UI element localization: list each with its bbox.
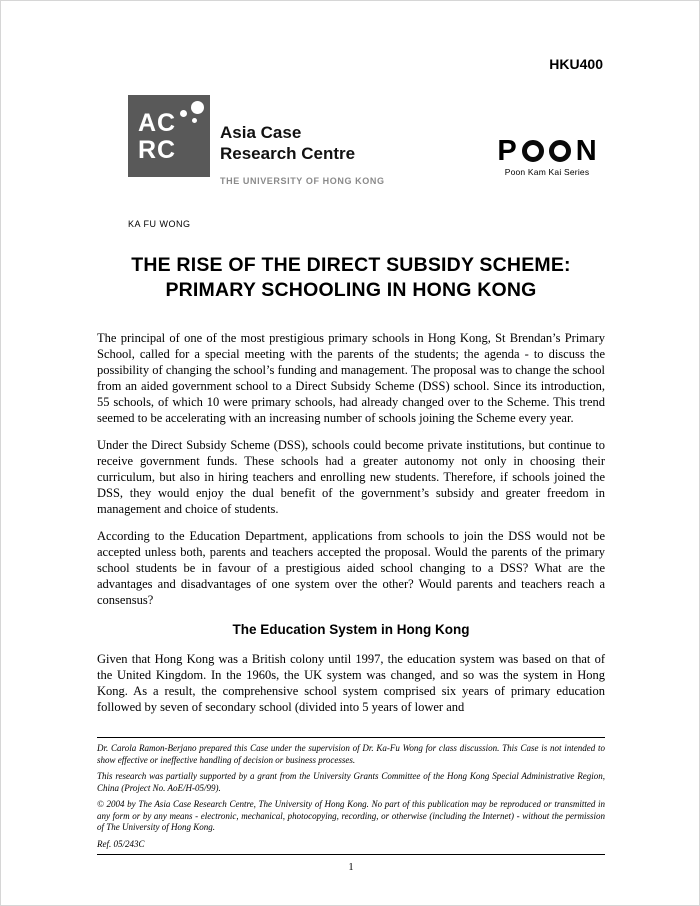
logo-dot-large-icon bbox=[191, 101, 204, 114]
footnote: © 2004 by The Asia Case Research Centre, The University of Hong Kong. No part of this publication may be reproduced or transmitted in any form or by any means - electronic, mechanical, photocopying, recording, or otherwise (including the Internet) - without the permission of The University of Hong Kong. bbox=[97, 799, 605, 832]
poon-series-block bbox=[487, 135, 607, 177]
organization-block bbox=[220, 122, 385, 186]
poon-logo bbox=[487, 135, 607, 167]
body-paragraph: The principal of one of the most prestigious primary schools in Hong Kong, St Brendan’s Primary School, called for a special meeting with the parents of the students; the agenda - to discuss the possibility of changing the school’s funding and management. The proposal was to change the school from an aided government school to a Direct Subsidy Scheme (DSS) school. Since its introduction, 55 schools, of which 10 were primary schools, had already changed over to the Scheme. This trend seemed to be accelerating with an increasing number of schools joining the Scheme every year. bbox=[97, 331, 605, 425]
page-footer bbox=[97, 854, 605, 873]
author-name: KA FU WONG bbox=[128, 219, 191, 229]
reference-number: Ref. 05/243C bbox=[97, 838, 145, 849]
org-name-line2: Research Centre bbox=[220, 144, 356, 163]
poon-letter: P bbox=[497, 135, 517, 167]
poon-letter: N bbox=[575, 135, 597, 167]
case-title-line2: PRIMARY SCHOOLING IN HONG KONG bbox=[165, 279, 537, 301]
page-number: 1 bbox=[348, 862, 354, 873]
body-paragraph: Given that Hong Kong was a British colony until 1997, the education system was based on that of the United Kingdom. In the 1960s, the UK system was changed, and so was the system in Hong Kong. As a result, the comprehensive school system comprised six years of primary education followed by seven of secondary school (divided into 5 years of lower and bbox=[97, 652, 605, 714]
logo-dot-small-icon bbox=[192, 118, 197, 123]
logo-dot-medium-icon bbox=[180, 110, 187, 117]
content-column bbox=[97, 253, 605, 726]
body-text bbox=[97, 330, 605, 715]
footnotes-block bbox=[97, 737, 605, 855]
acrc-logo-line1: AC bbox=[138, 109, 177, 137]
body-paragraph: According to the Education Department, applications from schools to join the DSS would not be accepted unless both, parents and teachers accepted the proposal. Would the parents of the primary school students be in favour of a prestigious aided school changing to a DSS? What are the advantages and disadvantages of one system over the other? Would parents and teachers reach a consensus? bbox=[97, 529, 605, 607]
section-heading: The Education System in Hong Kong bbox=[232, 622, 470, 637]
university-name: THE UNIVERSITY OF HONG KONG bbox=[220, 176, 385, 186]
body-paragraph: Under the Direct Subsidy Scheme (DSS), schools could become private institutions, but continue to receive government funds. These schools had a greater autonomy not only in choosing their curriculum, but also in hiring teachers and enrolling new students. Therefore, if schools joined the DSS, they would enjoy the dual benefit of the government’s subsidy and greater freedom in management and choice of students. bbox=[97, 438, 605, 516]
footnote: Dr. Carola Ramon-Berjano prepared this Case under the supervision of Dr. Ka-Fu Wong for class discussion. This Case is not intended to show effective or ineffective handling of decision or business processes. bbox=[97, 743, 605, 765]
acrc-logo bbox=[128, 95, 210, 177]
org-name-line1: Asia Case bbox=[220, 123, 302, 142]
document-code: HKU400 bbox=[549, 56, 603, 72]
case-title-line1: THE RISE OF THE DIRECT SUBSIDY SCHEME: bbox=[131, 254, 571, 276]
acrc-logo-line2: RC bbox=[138, 136, 177, 164]
acrc-logo-letters bbox=[138, 110, 176, 164]
footnote: This research was partially supported by a grant from the University Grants Committee of the Hong Kong Special Administrative Region, China (Project No. AoE/H-05/99). bbox=[97, 771, 605, 793]
poon-o-ring-icon bbox=[549, 140, 571, 162]
case-title bbox=[97, 253, 605, 303]
poon-series-caption: Poon Kam Kai Series bbox=[504, 167, 590, 177]
poon-o-ring-icon bbox=[522, 140, 544, 162]
